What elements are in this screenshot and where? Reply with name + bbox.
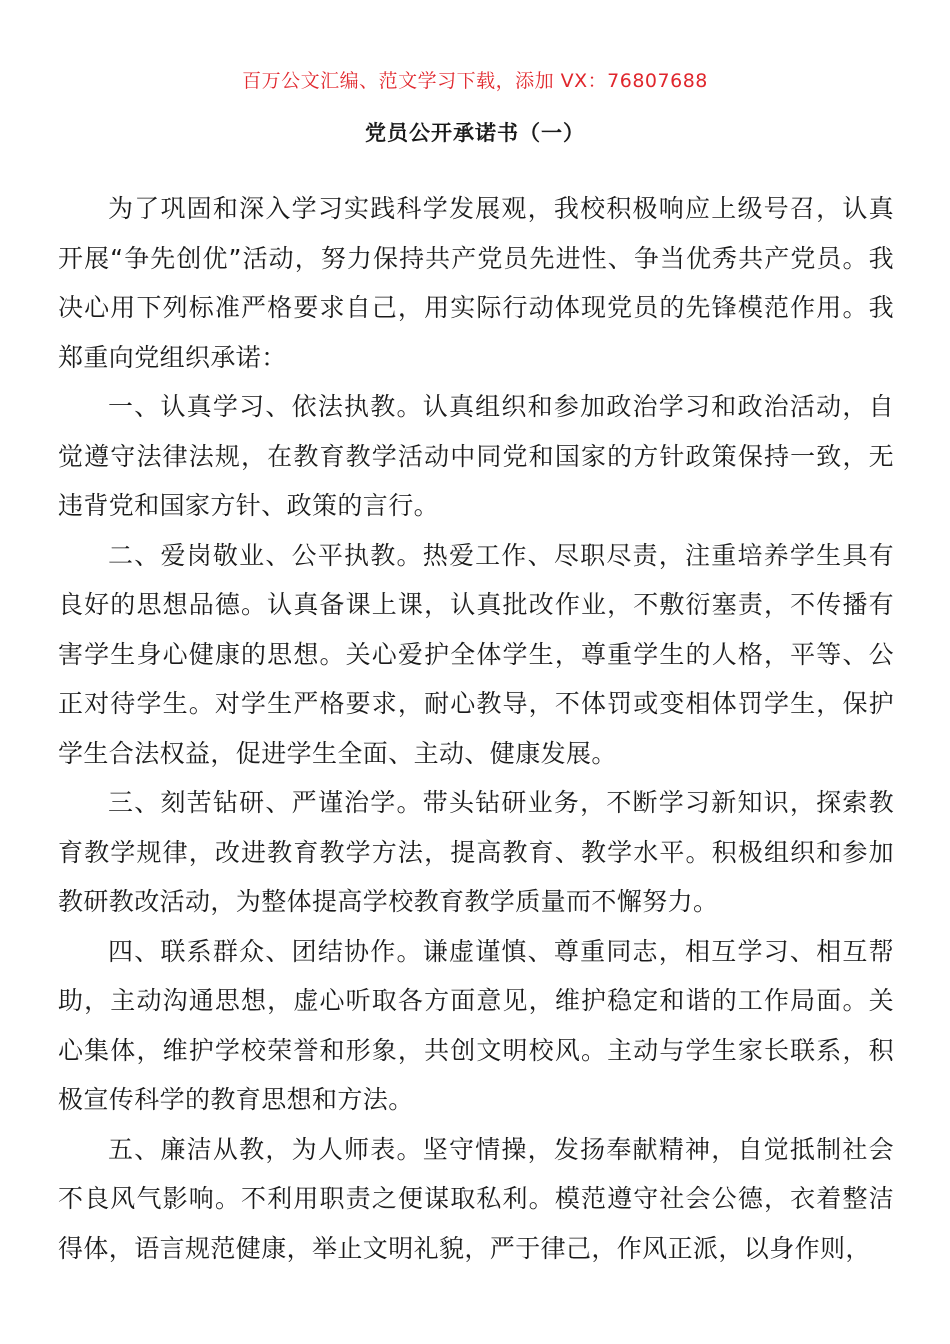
document-title: 党员公开承诺书（一） [365, 121, 585, 145]
paragraph-intro: 为了巩固和深入学习实践科学发展观，我校积极响应上级号召，认真开展“争先创优”活动，努力保持共产党员先进性、争当优秀共产党员。我决心用下列标准严格要求自己，用实际行动体现党员的先锋模范作用。我郑重向党组织承诺： [58, 194, 894, 372]
document-body [58, 184, 894, 1273]
header-note: 百万公文汇编、范文学习下载，添加 VX：76807688 [242, 70, 708, 92]
paragraph-commitment-4: 四、联系群众、团结协作。谦虚谨慎、尊重同志，相互学习、相互帮助，主动沟通思想，虚心听取各方面意见，维护稳定和谐的工作局面。关心集体，维护学校荣誉和形象，共创文明校风。主动与学生家长联系，积极宣传科学的教育思想和方法。 [58, 936, 894, 1114]
paragraph-commitment-5: 五、廉洁从教，为人师表。坚守情操，发扬奉献精神，自觉抵制社会不良风气影响。不利用职责之便谋取私利。模范遵守社会公德，衣着整洁得体，语言规范健康，举止文明礼貌，严于律己，作风正派，以身作则， [58, 1134, 894, 1263]
paragraph-commitment-3: 三、刻苦钻研、严谨治学。带头钻研业务，不断学习新知识，探索教育教学规律，改进教育教学方法，提高教育、教学水平。积极组织和参加教研教改活动，为整体提高学校教育教学质量而不懈努力。 [58, 788, 894, 916]
paragraph-commitment-2: 二、爱岗敬业、公平执教。热爱工作、尽职尽责，注重培养学生具有良好的思想品德。认真备课上课，认真批改作业，不敷衍塞责，不传播有害学生身心健康的思想。关心爱护全体学生，尊重学生的人格，平等、公正对待学生。对学生严格要求，耐心教导，不体罚或变相体罚学生，保护学生合法权益，促进学生全面、主动、健康发展。 [58, 540, 894, 768]
paragraph-commitment-1: 一、认真学习、依法执教。认真组织和参加政治学习和政治活动，自觉遵守法律法规，在教育教学活动中同党和国家的方针政策保持一致，无违背党和国家方针、政策的言行。 [58, 392, 894, 520]
